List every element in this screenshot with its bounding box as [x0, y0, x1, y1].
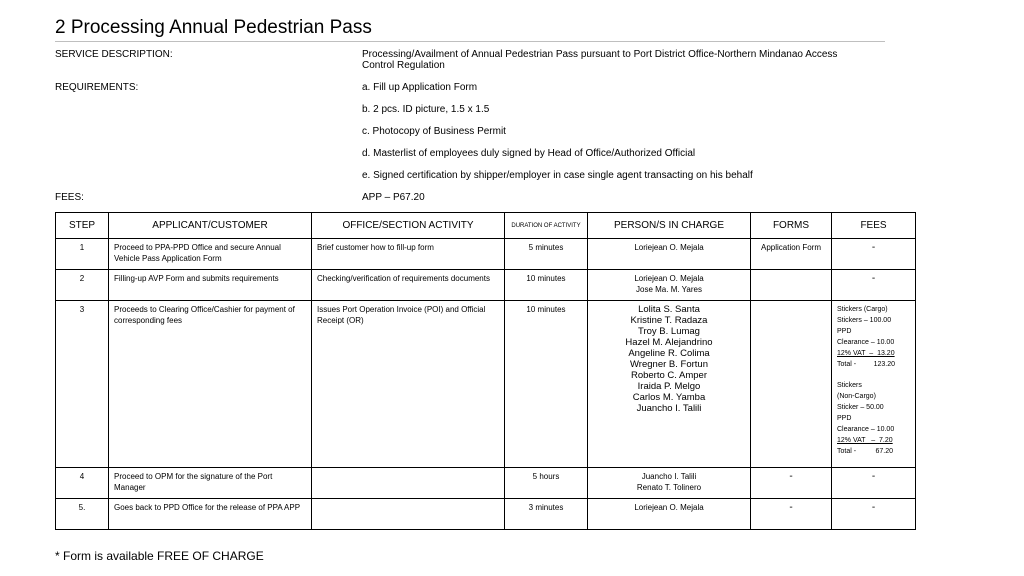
- duration-cell: 5 minutes: [505, 239, 588, 270]
- person-name: Angeline R. Colima: [628, 348, 710, 359]
- service-description-label: SERVICE DESCRIPTION:: [55, 49, 173, 60]
- table-row: [56, 499, 916, 530]
- person-name: Loriejean O. Mejala: [634, 503, 704, 512]
- header-step: STEP: [56, 213, 109, 239]
- person-name: Loriejean O. Mejala: [634, 243, 704, 252]
- table-row: [56, 270, 916, 301]
- header-fees: FEES: [832, 213, 916, 239]
- step-cell: 5.: [56, 499, 109, 530]
- persons-cell: [588, 301, 751, 468]
- applicant-cell: Proceed to PPA-PPD Office and secure Annual Vehicle Pass Application Form: [109, 239, 312, 270]
- fee-line: Sticker – 50.00: [837, 404, 884, 411]
- fee-line: (Non-Cargo): [837, 393, 876, 400]
- fees-value: APP – P67.20: [362, 192, 425, 203]
- person-name: Loriejean O. Mejala: [634, 274, 704, 283]
- person-name: Renato T. Tolinero: [636, 483, 702, 492]
- footnote: * Form is available FREE OF CHARGE: [55, 549, 264, 563]
- fee-line: Stickers – 100.00: [837, 317, 892, 324]
- forms-cell: -: [751, 468, 832, 499]
- step-cell: 1: [56, 239, 109, 270]
- requirement-item: a. Fill up Application Form: [362, 82, 478, 93]
- person-name: Jose Ma. M. Yares: [636, 285, 702, 294]
- step-cell: 2: [56, 270, 109, 301]
- fees-cell: -: [832, 499, 916, 530]
- persons-cell: [588, 468, 751, 499]
- fees-cell: -: [832, 270, 916, 301]
- persons-cell: [588, 239, 751, 270]
- fees-cell: -: [832, 468, 916, 499]
- title-divider: [55, 41, 885, 42]
- requirement-item: c. Photocopy of Business Permit: [362, 126, 506, 137]
- fee-line: 12% VAT – 7.20: [837, 437, 893, 444]
- applicant-cell: Filling-up AVP Form and submits requirements: [109, 270, 312, 301]
- activity-cell: Checking/verification of requirements documents: [312, 270, 505, 301]
- fee-line: PPD: [837, 328, 852, 335]
- process-table: [55, 212, 916, 530]
- requirement-item: e. Signed certification by shipper/employer in case single agent transacting on his behalf: [362, 170, 753, 181]
- fee-line: Total - 67.20: [837, 448, 894, 455]
- fee-line: Total - 123.20: [837, 361, 895, 368]
- person-name: Wregner B. Fortun: [630, 359, 708, 370]
- header-activity: OFFICE/SECTION ACTIVITY: [312, 213, 505, 239]
- person-name: Juancho I. Talili: [636, 403, 702, 414]
- forms-cell: [751, 270, 832, 301]
- activity-cell: Brief customer how to fill-up form: [312, 239, 505, 270]
- duration-cell: 5 hours: [505, 468, 588, 499]
- person-name: Iraida P. Melgo: [637, 381, 701, 392]
- requirement-item: d. Masterlist of employees duly signed by Head of Office/Authorized Official: [362, 148, 696, 159]
- activity-cell: Issues Port Operation Invoice (POI) and Official Receipt (OR): [312, 301, 505, 468]
- person-name: Lolita S. Santa: [638, 304, 700, 315]
- fees-label: FEES:: [55, 192, 84, 203]
- header-persons: PERSON/S IN CHARGE: [588, 213, 751, 239]
- page-title: 2 Processing Annual Pedestrian Pass: [55, 17, 372, 38]
- forms-cell: Application Form: [751, 239, 832, 270]
- activity-cell: [312, 468, 505, 499]
- persons-cell: [588, 270, 751, 301]
- person-name: Carlos M. Yamba: [632, 392, 706, 403]
- table-row: [56, 301, 916, 468]
- person-name: Kristine T. Radaza: [630, 315, 708, 326]
- requirement-item: b. 2 pcs. ID picture, 1.5 x 1.5: [362, 104, 490, 115]
- fees-cell: -: [832, 239, 916, 270]
- header-forms: FORMS: [751, 213, 832, 239]
- applicant-cell: Goes back to PPD Office for the release of PPA APP: [109, 499, 312, 530]
- applicant-cell: Proceeds to Clearing Office/Cashier for payment of corresponding fees: [109, 301, 312, 468]
- forms-cell: -: [751, 499, 832, 530]
- person-name: Troy B. Lumag: [638, 326, 700, 337]
- service-description-value: Processing/Availment of Annual Pedestrian Pass pursuant to Port District Office-Northern Mindanao Access Control Regulation: [362, 49, 838, 71]
- fee-line: Clearance – 10.00: [837, 426, 895, 433]
- duration-cell: 10 minutes: [505, 270, 588, 301]
- table-header-row: [56, 213, 916, 239]
- step-cell: 3: [56, 301, 109, 468]
- forms-cell: [751, 301, 832, 468]
- duration-cell: 10 minutes: [505, 301, 588, 468]
- persons-cell: [588, 499, 751, 530]
- header-applicant: APPLICANT/CUSTOMER: [109, 213, 312, 239]
- fee-line: PPD: [837, 415, 852, 422]
- activity-cell: [312, 499, 505, 530]
- person-name: Hazel M. Alejandrino: [625, 337, 713, 348]
- header-duration: DURATION OF ACTIVITY: [505, 213, 588, 239]
- duration-cell: 3 minutes: [505, 499, 588, 530]
- table-row: [56, 239, 916, 270]
- fee-line: Stickers (Cargo): [837, 306, 888, 313]
- table-row: [56, 468, 916, 499]
- requirements-label: REQUIREMENTS:: [55, 82, 139, 93]
- fee-line: Stickers: [837, 382, 862, 389]
- person-name: Juancho I. Talili: [641, 472, 697, 481]
- applicant-cell: Proceed to OPM for the signature of the Port Manager: [109, 468, 312, 499]
- fee-line: Clearance – 10.00: [837, 339, 895, 346]
- fee-line: 12% VAT – 13.20: [837, 350, 895, 357]
- fees-breakdown-cell: [832, 301, 916, 468]
- step-cell: 4: [56, 468, 109, 499]
- person-name: Roberto C. Amper: [630, 370, 708, 381]
